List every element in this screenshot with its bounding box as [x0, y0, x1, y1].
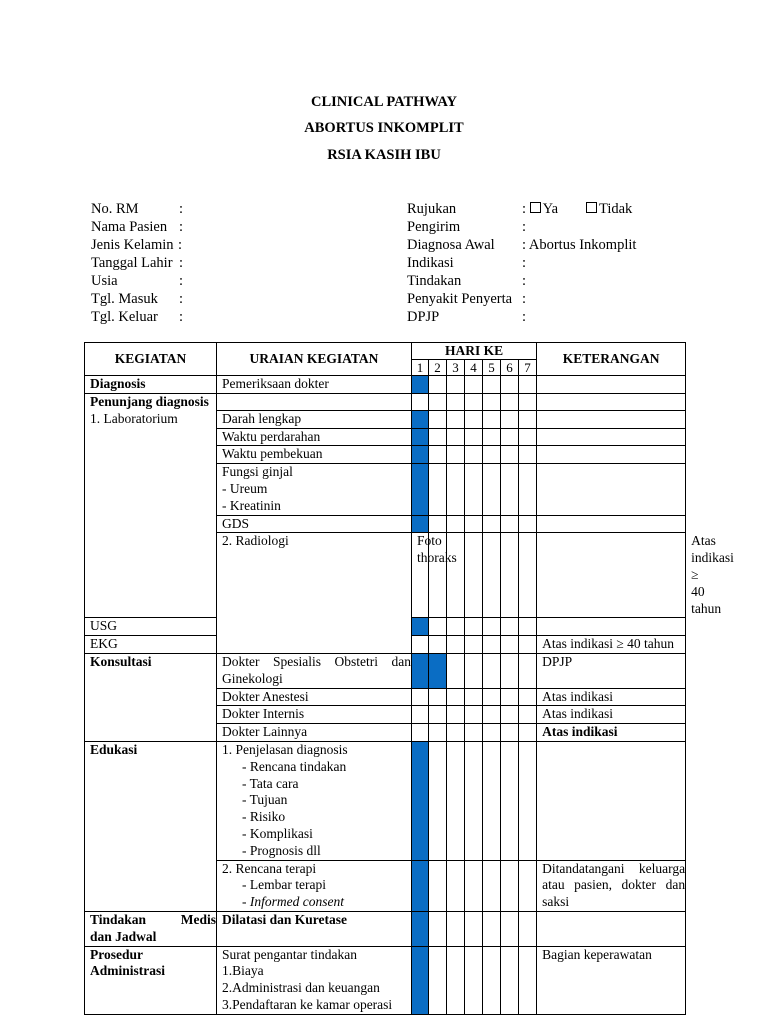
uraian-kreatinin: - Kreatinin — [222, 497, 281, 513]
info-row: Usia : — [91, 273, 184, 289]
table-row — [85, 946, 686, 1014]
prosedur-item: 2.Administrasi dan keuangan — [222, 980, 380, 996]
hospital-name: RSIA KASIH IBU — [327, 147, 441, 163]
info-row: Tindakan : — [407, 273, 527, 289]
label-tanggal-lahir: Tanggal Lahir — [91, 255, 173, 271]
edukasi-item: - Risiko — [242, 809, 286, 825]
value-diagnosa-awal: Abortus Inkomplit — [528, 237, 637, 253]
keterangan-ekg: Atas indikasi ≥ 40 tahun — [537, 636, 686, 654]
day-cell-filled — [412, 446, 429, 464]
edukasi-item: - Prognosis dll — [242, 842, 321, 858]
table-row: 2. Radiologi Foto thoraks Atas indikasi ≥ 40 tahun — [85, 533, 686, 618]
info-row: Penyakit Penyerta : — [407, 291, 527, 307]
label-diagnosa-awal: Diagnosa Awal — [407, 237, 495, 253]
rencana-item: - Lembar terapi — [242, 877, 326, 893]
option-ya: Ya — [542, 201, 559, 217]
kegiatan-edukasi: Edukasi — [85, 741, 217, 911]
day-cell-filled — [429, 653, 447, 688]
info-row: Tgl. Keluar : — [91, 309, 184, 325]
table-row — [85, 653, 686, 688]
day-header: 6 — [501, 360, 519, 376]
kegiatan-prosedur-administrasi: Prosedur Administrasi — [85, 946, 217, 1014]
uraian-gds: GDS — [217, 515, 412, 533]
patient-info-left — [91, 200, 251, 326]
rencana-item: - Informed consent — [242, 894, 344, 910]
label-penyakit-penyerta: Penyakit Penyerta — [407, 291, 513, 307]
uraian-darah-lengkap: Darah lengkap — [217, 410, 412, 428]
keterangan-internis: Atas indikasi — [537, 706, 686, 724]
label-rujukan: Rujukan — [407, 201, 457, 217]
info-row: Jenis Kelamin : — [91, 237, 183, 253]
day-cell-filled — [412, 946, 429, 1014]
day-cell-filled — [412, 653, 429, 688]
table-row — [85, 911, 686, 946]
patient-info-right — [407, 200, 707, 326]
uraian-dokter-lainnya: Dokter Lainnya — [217, 724, 412, 742]
day-cell-filled — [412, 741, 429, 860]
header-keterangan: KETERANGAN — [537, 343, 686, 376]
edukasi-item: - Rencana tindakan — [242, 758, 347, 774]
info-row: Tgl. Masuk : — [91, 291, 184, 307]
info-row: Diagnosa Awal : Abortus Inkomplit — [407, 237, 637, 253]
uraian-dokter-internis: Dokter Internis — [217, 706, 412, 724]
uraian-foto-thoraks: Foto thoraks — [412, 533, 429, 618]
uraian-dilatasi-kuretase: Dilatasi dan Kuretase — [217, 911, 412, 946]
day-header: 5 — [483, 360, 501, 376]
header-kegiatan: KEGIATAN — [85, 343, 217, 376]
kegiatan-penunjang-label: Penunjang diagnosis — [90, 393, 209, 409]
document-title: CLINICAL PATHWAY — [311, 94, 457, 110]
table-row — [85, 376, 686, 394]
day-header: 3 — [447, 360, 465, 376]
uraian-usg: USG — [85, 618, 217, 636]
day-header: 1 — [412, 360, 429, 376]
uraian-penjelasan-diagnosis: 1. Penjelasan diagnosis - Rencana tindakan - Tata cara - Tujuan - Risiko - Komplikasi - Prognosis dll — [217, 741, 412, 860]
checkbox-tidak[interactable] — [586, 202, 597, 213]
label-tindakan: Tindakan — [407, 273, 462, 289]
day-cell-filled — [412, 376, 429, 394]
uraian-rencana-terapi: 2. Rencana terapi - Lembar terapi - Informed consent — [217, 860, 412, 911]
label-pengirim: Pengirim — [407, 219, 461, 235]
keterangan-dpjp: DPJP — [537, 653, 686, 688]
label-no-rm: No. RM — [91, 201, 139, 217]
uraian-ureum: - Ureum — [222, 480, 268, 496]
info-row: Nama Pasien : — [91, 219, 184, 235]
label-jenis-kelamin: Jenis Kelamin — [91, 237, 174, 253]
table-row — [85, 393, 686, 410]
keterangan-cell — [537, 376, 686, 394]
day-cell-filled — [412, 515, 429, 533]
label-indikasi: Indikasi — [407, 255, 454, 271]
info-row: Rujukan : Ya Tidak — [407, 201, 633, 217]
kegiatan-laboratorium: 1. Laboratorium — [90, 410, 178, 426]
keterangan-ditandatangani: Ditandatangani keluarga atau pasien, dokter dan saksi — [537, 860, 686, 911]
uraian-surat-pengantar: Surat pengantar tindakan 1.Biaya 2.Administrasi dan keuangan 3.Pendaftaran ke kamar operasi — [217, 946, 412, 1014]
label-nama-pasien: Nama Pasien — [91, 219, 168, 235]
day-cell-filled — [412, 428, 429, 446]
uraian-pemeriksaan-dokter: Pemeriksaan dokter — [217, 376, 412, 394]
edukasi-item: - Tujuan — [242, 792, 288, 808]
keterangan-anestesi: Atas indikasi — [537, 688, 686, 706]
kegiatan-penunjang — [85, 393, 217, 618]
uraian-waktu-pembekuan: Waktu pembekuan — [217, 446, 412, 464]
day-cell-filled — [412, 911, 429, 946]
keterangan-bagian-keperawatan: Bagian keperawatan — [537, 946, 686, 1014]
day-cell-filled — [412, 410, 429, 428]
table-row — [85, 741, 686, 860]
day-cell-filled — [412, 618, 429, 636]
option-tidak: Tidak — [599, 201, 633, 217]
checkbox-ya[interactable] — [530, 202, 541, 213]
document-subtitle: ABORTUS INKOMPLIT — [304, 120, 464, 136]
day-cell-filled — [412, 860, 429, 911]
label-dpjp: DPJP — [407, 309, 440, 325]
label-tgl-masuk: Tgl. Masuk — [91, 291, 158, 307]
day-cell-filled — [412, 464, 429, 515]
header-hari-ke: HARI KE — [412, 343, 537, 360]
uraian-ekg: EKG — [85, 636, 217, 654]
info-row: Indikasi : — [407, 255, 527, 271]
keterangan-lainnya: Atas indikasi — [537, 724, 686, 742]
edukasi-item: - Komplikasi — [242, 825, 313, 841]
prosedur-item: 1.Biaya — [222, 963, 264, 979]
label-usia: Usia — [91, 273, 118, 289]
info-row: DPJP : — [407, 309, 527, 325]
info-row: Pengirim : — [407, 219, 527, 235]
kegiatan-radiologi: 2. Radiologi — [217, 533, 412, 654]
info-row: No. RM : — [91, 201, 184, 217]
info-row: Tanggal Lahir : — [91, 255, 184, 271]
day-header: 2 — [429, 360, 447, 376]
clinical-pathway-table — [84, 342, 734, 1015]
header-uraian: URAIAN KEGIATAN — [217, 343, 412, 376]
kegiatan-konsultasi: Konsultasi — [85, 653, 217, 741]
uraian-dokter-anestesi: Dokter Anestesi — [217, 688, 412, 706]
uraian-waktu-perdarahan: Waktu perdarahan — [217, 428, 412, 446]
day-header: 4 — [465, 360, 483, 376]
day-header: 7 — [519, 360, 537, 376]
prosedur-item: 3.Pendaftaran ke kamar operasi — [222, 996, 393, 1012]
uraian-fungsi-ginjal: Fungsi ginjal - Ureum - Kreatinin — [217, 464, 412, 515]
kegiatan-tindakan-medis: Tindakan Medis dan Jadwal — [85, 911, 217, 946]
kegiatan-diagnosis: Diagnosis — [85, 376, 217, 394]
edukasi-item: - Tata cara — [242, 775, 299, 791]
label-tgl-keluar: Tgl. Keluar — [91, 309, 158, 325]
uraian-dokter-spesialis: Dokter Spesialis Obstetri dan Ginekologi — [217, 653, 412, 688]
